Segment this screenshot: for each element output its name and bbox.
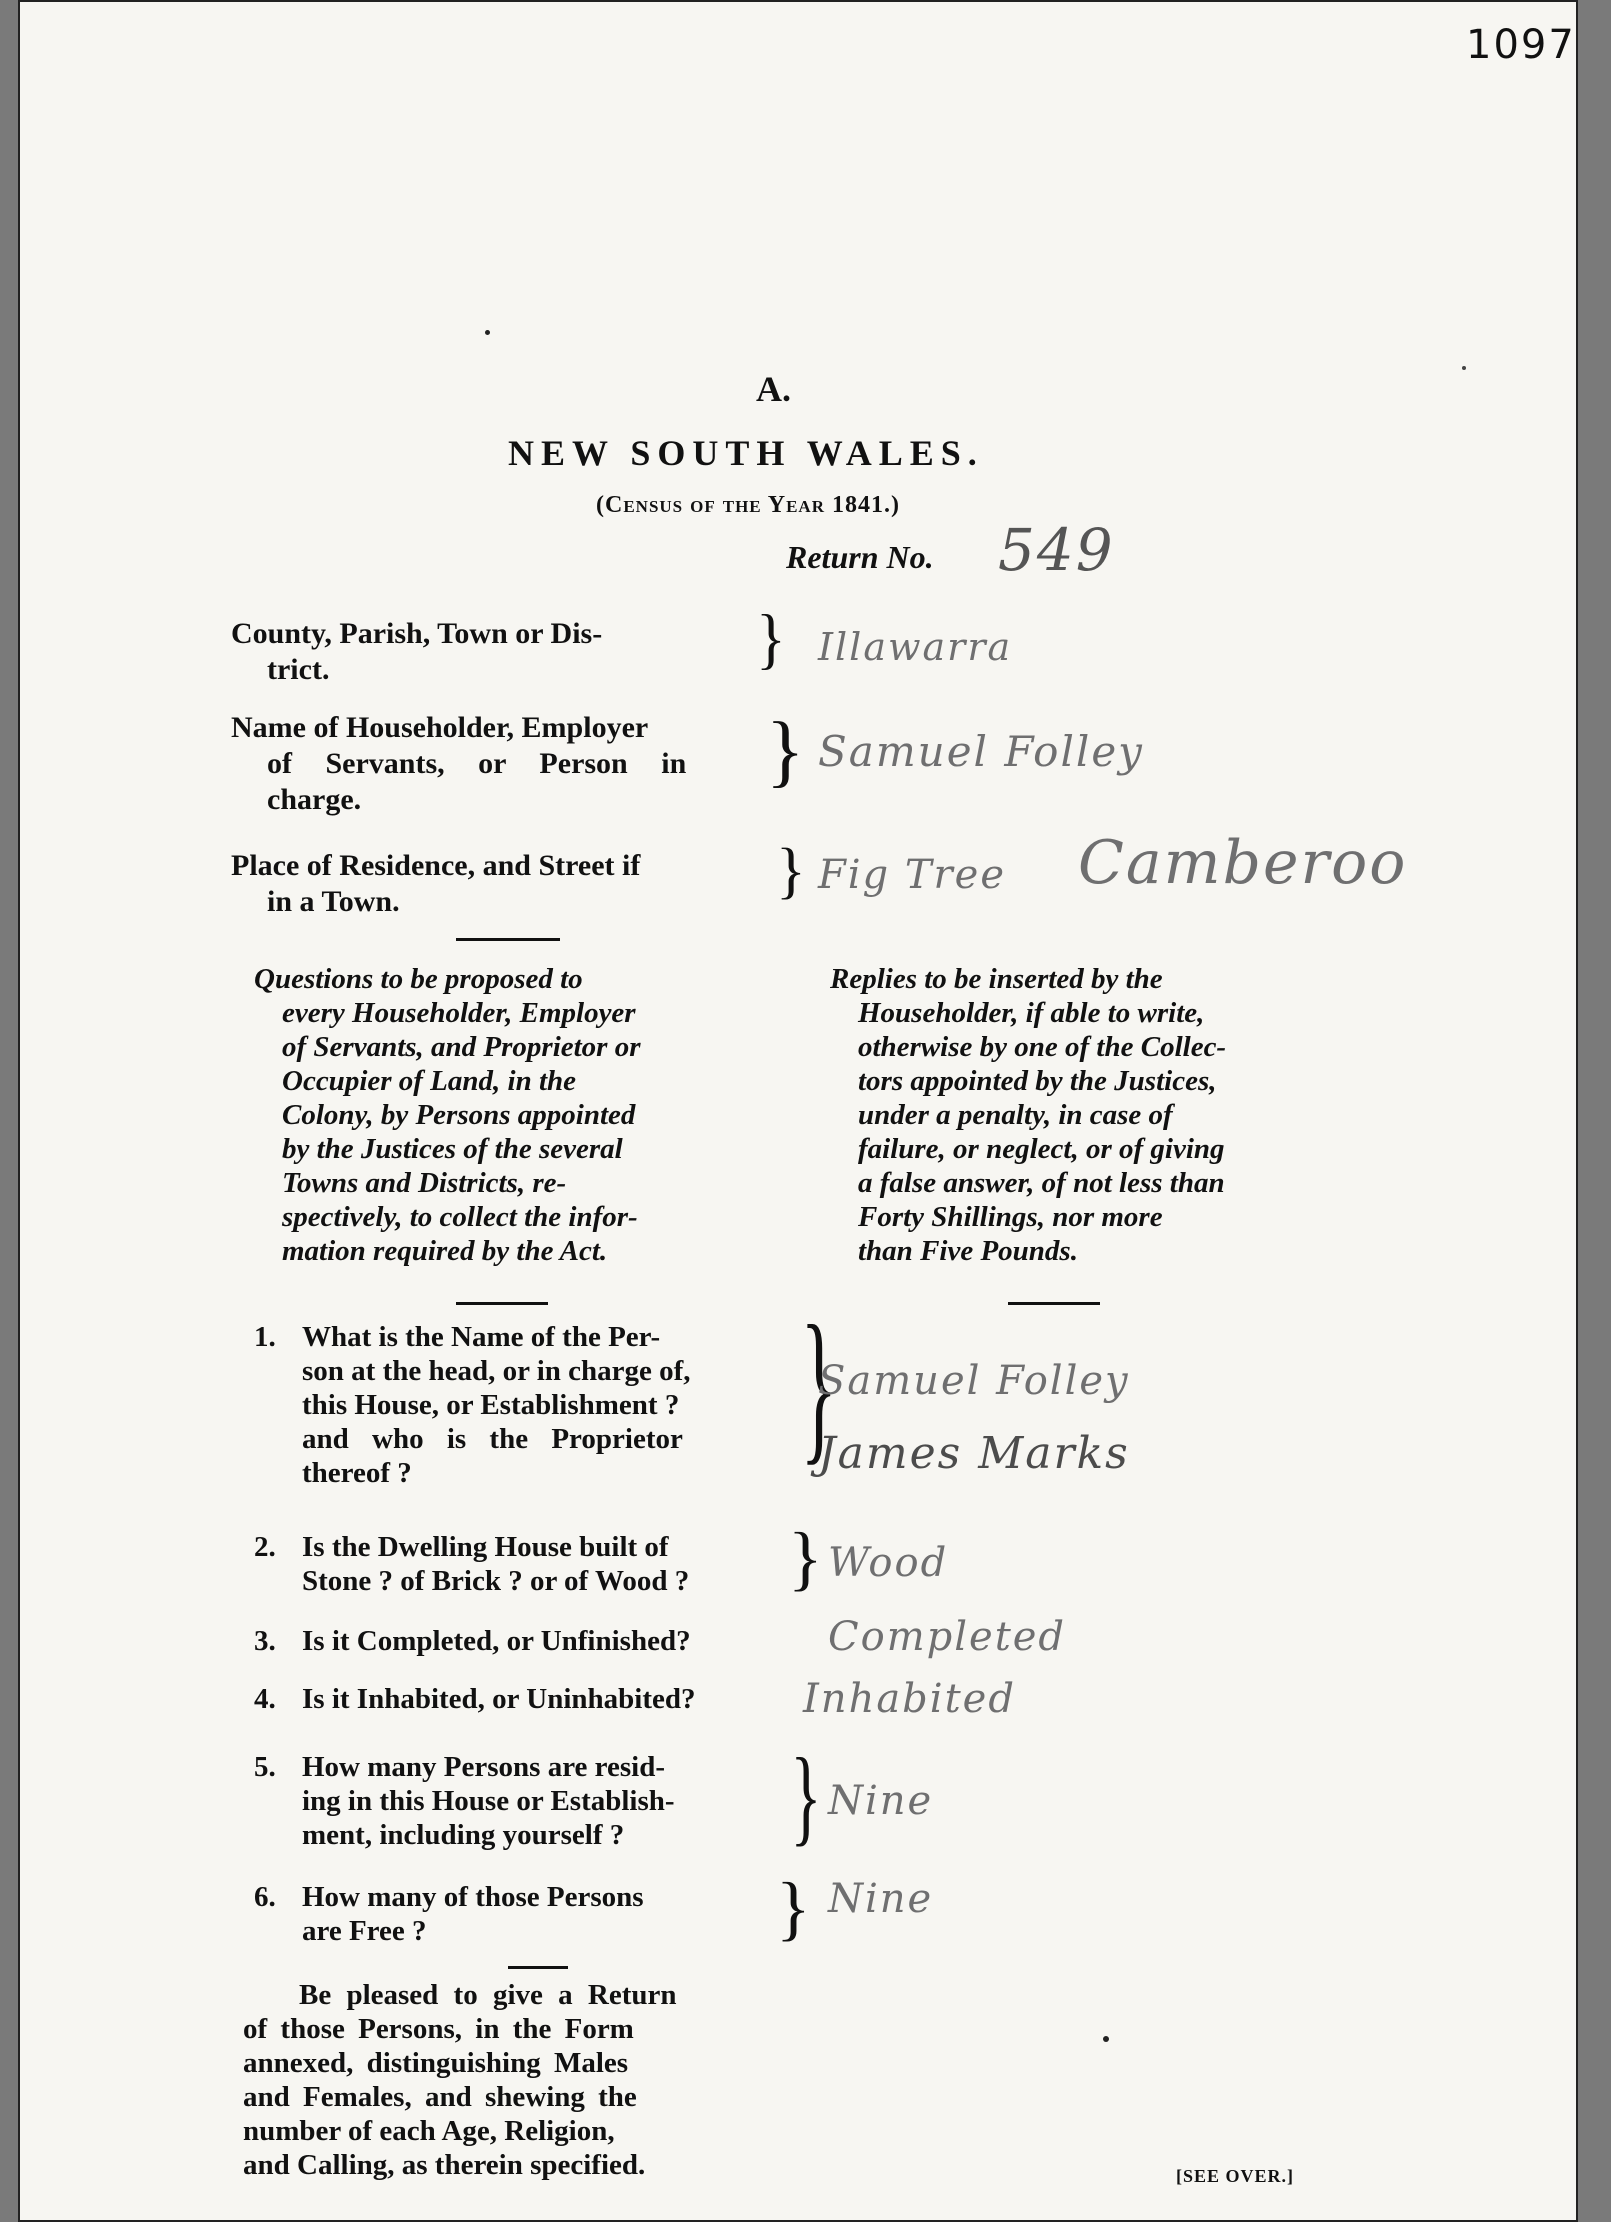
question-6: [254, 1880, 774, 1948]
question-number: 1.: [254, 1321, 276, 1353]
answer-6: Nine: [828, 1876, 934, 1922]
answer-3: Completed: [828, 1614, 1067, 1660]
householder-brace: }: [766, 707, 805, 795]
question-line: How many Persons are resid-: [302, 1751, 666, 1783]
see-over-note: [SEE OVER.]: [1176, 2166, 1295, 2186]
closing-instructions: [243, 1978, 783, 2182]
closing-line: annexed, distinguishing Males: [243, 2047, 629, 2079]
question-line: thereof ?: [302, 1457, 412, 1489]
question-number: 2.: [254, 1531, 276, 1563]
questions-heading: [254, 962, 774, 1268]
question-line: ing in this House or Establish-: [302, 1785, 675, 1817]
question-5-brace: }: [790, 1737, 822, 1856]
questions-heading-line: Towns and Districts, re-: [282, 1167, 567, 1199]
replies-heading-line: Forty Shillings, nor more: [858, 1201, 1163, 1233]
residence-value: Fig Tree: [818, 852, 1007, 898]
replies-heading-line: Replies to be inserted by the: [830, 963, 1163, 995]
replies-heading-line: than Five Pounds.: [858, 1235, 1078, 1267]
questions-heading-line: spectively, to collect the infor-: [282, 1201, 638, 1233]
closing-line: and Calling, as therein specified.: [243, 2149, 646, 2181]
answer-2: Wood: [828, 1540, 949, 1586]
question-line: Is it Completed, or Unfinished?: [302, 1625, 691, 1657]
replies-heading-line: tors appointed by the Justices,: [858, 1065, 1217, 1097]
question-line: ment, including yourself ?: [302, 1819, 625, 1851]
questions-heading-line: Occupier of Land, in the: [282, 1065, 577, 1097]
question-line: and who is the Proprietor: [302, 1423, 683, 1455]
residence-value-extra: Camberoo: [1078, 828, 1408, 898]
replies-heading-line: a false answer, of not less than: [858, 1167, 1225, 1199]
divider-rule: [1008, 1302, 1100, 1305]
form-letter: A.: [756, 369, 791, 409]
question-line: Is the Dwelling House built of: [302, 1531, 669, 1563]
divider-rule: [456, 1302, 548, 1305]
question-line: Stone ? of Brick ? or of Wood ?: [302, 1565, 690, 1597]
replies-heading-line: failure, or neglect, or of giving: [858, 1133, 1225, 1165]
questions-heading-line: Colony, by Persons appointed: [282, 1099, 636, 1131]
residence-brace: }: [776, 837, 806, 905]
question-2-brace: }: [788, 1518, 823, 1598]
question-number: 5.: [254, 1751, 276, 1783]
question-1: [254, 1320, 774, 1490]
ink-speck: [485, 330, 490, 335]
question-number: 6.: [254, 1881, 276, 1913]
answer-4: Inhabited: [803, 1676, 1016, 1722]
question-line: are Free ?: [302, 1915, 427, 1947]
replies-heading: [830, 962, 1350, 1268]
return-number: 549: [998, 516, 1115, 584]
county-label-line: County, Parish, Town or Dis-: [231, 617, 603, 650]
questions-heading-line: by the Justices of the several: [282, 1133, 623, 1165]
question-number: 3.: [254, 1625, 276, 1657]
question-line: How many of those Persons: [302, 1881, 644, 1913]
question-6-brace: }: [776, 1868, 811, 1948]
replies-heading-line: otherwise by one of the Collec-: [858, 1031, 1227, 1063]
page-subtitle: (Census of the Year 1841.): [596, 492, 900, 518]
archive-number: 1097: [1466, 22, 1576, 68]
replies-heading-line: under a penalty, in case of: [858, 1099, 1173, 1131]
question-3: [254, 1624, 794, 1658]
divider-rule: [456, 938, 560, 941]
ink-speck: [1103, 2036, 1109, 2042]
householder-label-line: charge.: [267, 783, 362, 816]
questions-heading-line: every Householder, Employer: [282, 997, 636, 1029]
census-form-page: [18, 0, 1578, 2222]
householder-value: Samuel Folley: [818, 727, 1144, 776]
residence-label-line: Place of Residence, and Street if: [231, 849, 641, 882]
householder-label-line: of Servants, or Person in: [267, 747, 687, 780]
householder-field-label: [231, 710, 686, 818]
residence-field-label: [231, 848, 640, 920]
question-line: What is the Name of the Per-: [302, 1321, 661, 1353]
replies-heading-line: Householder, if able to write,: [858, 997, 1205, 1029]
page-title: NEW SOUTH WALES.: [508, 433, 984, 473]
question-number: 4.: [254, 1683, 276, 1715]
closing-line: number of each Age, Religion,: [243, 2115, 615, 2147]
residence-label-line: in a Town.: [267, 885, 400, 918]
question-line: this House, or Establishment ?: [302, 1389, 680, 1421]
ink-speck: [1462, 366, 1466, 370]
divider-rule: [508, 1966, 568, 1969]
questions-heading-line: Questions to be proposed to: [254, 963, 583, 995]
county-label-line: trict.: [267, 653, 330, 686]
answer-1-name: Samuel Folley: [818, 1358, 1130, 1404]
question-1-brace: }: [800, 1291, 838, 1479]
question-line: son at the head, or in charge of,: [302, 1355, 691, 1387]
questions-heading-line: mation required by the Act.: [282, 1235, 608, 1267]
return-label: Return No.: [786, 539, 934, 575]
closing-line: Be pleased to give a Return: [299, 1979, 677, 2011]
question-5: [254, 1750, 774, 1852]
closing-line: and Females, and shewing the: [243, 2081, 637, 2113]
questions-heading-line: of Servants, and Proprietor or: [282, 1031, 641, 1063]
county-field-label: [231, 616, 602, 688]
question-2: [254, 1530, 774, 1598]
question-4: [254, 1682, 794, 1716]
answer-1-proprietor: James Marks: [818, 1428, 1130, 1479]
closing-line: of those Persons, in the Form: [243, 2013, 634, 2045]
county-brace: }: [756, 601, 786, 677]
answer-5: Nine: [828, 1778, 934, 1824]
county-value: Illawarra: [818, 625, 1013, 669]
householder-label-line: Name of Householder, Employer: [231, 711, 649, 744]
question-line: Is it Inhabited, or Uninhabited?: [302, 1683, 696, 1715]
